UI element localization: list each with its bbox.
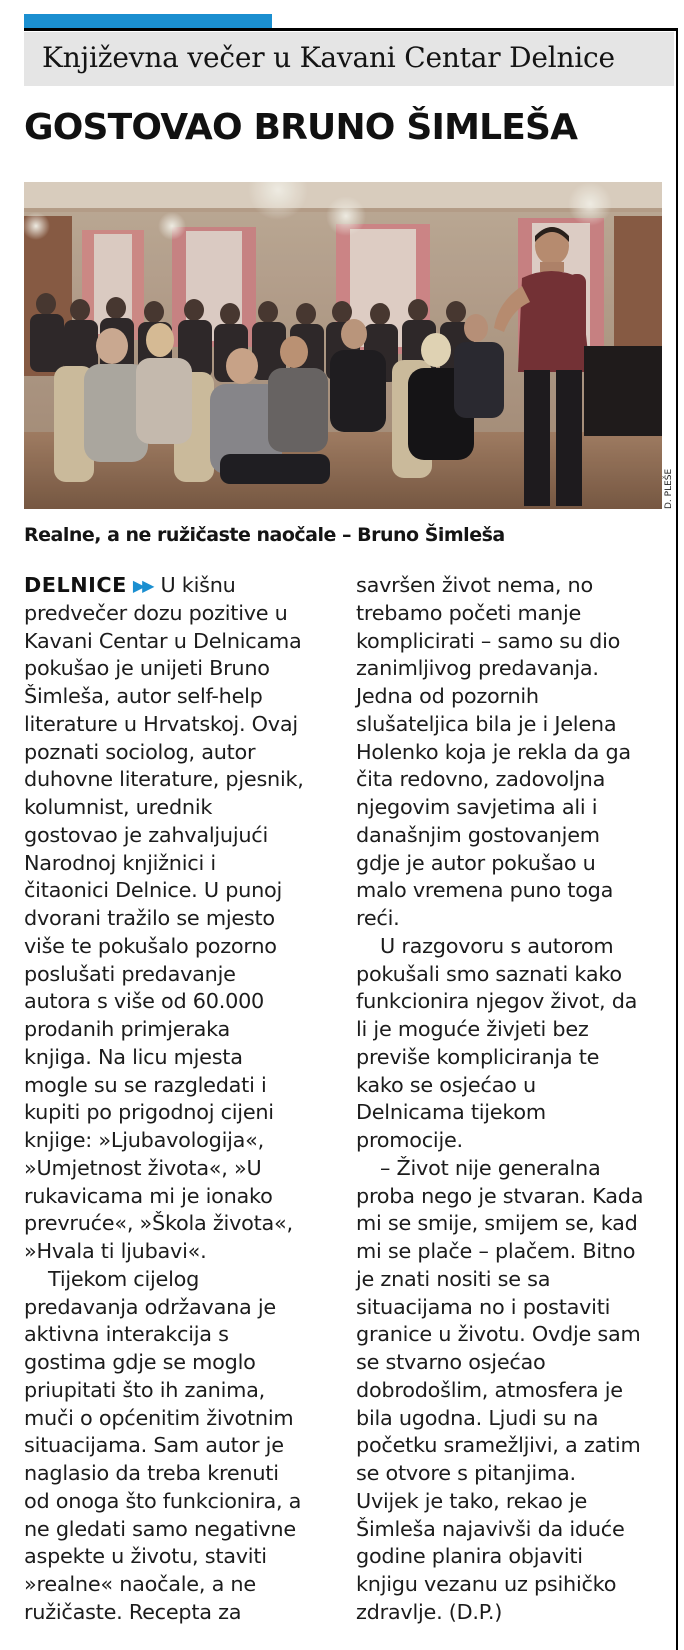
body-line: se otvore s pitanjima.	[356, 1461, 576, 1485]
body-line: Šimleša, autor self-help	[24, 684, 263, 708]
body-line: situacijama. Sam autor je	[24, 1433, 284, 1458]
body-line: knjiga. Na licu mjesta	[24, 1044, 243, 1069]
body-line: današnjim gostovanjem	[356, 822, 600, 847]
body-line: malo vremena puno toga	[356, 878, 614, 903]
body-line: prevruće«, »Škola života«,	[24, 1211, 293, 1236]
photo-caption: Realne, a ne ružičaste naočale – Bruno Šimleša	[24, 524, 505, 546]
body-line: gdje je autor pokušao u	[356, 850, 596, 875]
body-line: mi se plače – plačem. Bitno	[356, 1239, 636, 1263]
body-line: Narodnoj knjižnici i	[24, 850, 216, 875]
body-line: aspekte u životu, staviti	[24, 1544, 267, 1569]
body-line: gostovao je zahvaljujući	[24, 822, 269, 847]
body-line: slušateljica bila je i Jelena	[356, 711, 617, 736]
body-line: poslušati predavanje	[24, 961, 236, 986]
body-line: knjigu vezanu uz psihičko	[356, 1572, 617, 1596]
body-line: čitaonici Delnice. U punoj	[24, 878, 283, 903]
photo-credit: D. PLEŠE	[664, 468, 674, 509]
article-column-right	[356, 572, 671, 1627]
body-line: duhovne literature, pjesnik,	[24, 767, 304, 792]
body-line: aktivna interakcija s	[24, 1322, 229, 1347]
body-line: čita redovno, zadovoljna	[356, 767, 606, 792]
body-line: kako se osjećao u	[356, 1072, 536, 1097]
body-line: – Život nije generalna	[380, 1155, 601, 1180]
body-line: kolumnist, urednik	[24, 795, 213, 819]
column-right-rule	[676, 28, 678, 1650]
article-kicker: Književna večer u Kavani Centar Delnice	[42, 41, 615, 74]
article-column-left	[24, 572, 339, 1627]
body-line: »Umjetnost života«, »U	[24, 1155, 262, 1180]
section-top-rule	[24, 28, 678, 31]
body-line: predvečer dozu pozitive u	[24, 600, 288, 625]
body-line: proba nego je stvaran. Kada	[356, 1183, 644, 1208]
body-line: rukavicama mi je ionako	[24, 1183, 273, 1208]
body-line: pokušao je unijeti Bruno	[24, 656, 270, 681]
body-line: previše kompliciranja te	[356, 1044, 600, 1069]
body-line: zanimljivog predavanja.	[356, 656, 599, 681]
body-line: reći.	[356, 906, 400, 930]
body-line: je znati nositi se sa	[356, 1266, 551, 1291]
body-line: trebamo početi manje	[356, 600, 582, 625]
body-line: promocije.	[356, 1128, 463, 1152]
dateline: DELNICE	[24, 573, 127, 597]
body-line: njegovim savjetima ali i	[356, 795, 598, 819]
body-line: U razgovoru s autorom	[380, 933, 614, 958]
body-line: »realne« naočale, a ne	[24, 1572, 256, 1596]
body-line: Delnicama tijekom	[356, 1100, 546, 1125]
article-photo	[24, 182, 662, 509]
body-line: dvorani tražilo se mjesto	[24, 906, 275, 930]
body-line: godine planira objaviti	[356, 1544, 583, 1569]
double-arrow-icon: ▶▶	[132, 576, 152, 595]
body-line: pokušali smo saznati kako	[356, 961, 622, 986]
body-line: knjige: »Ljubavologija«,	[24, 1128, 264, 1152]
article-headline: GOSTOVAO BRUNO ŠIMLEŠA	[24, 107, 578, 148]
body-line: funkcionira njegov život, da	[356, 989, 638, 1014]
body-line: »Hvala ti ljubavi«.	[24, 1239, 207, 1263]
body-line: situacijama no i postaviti	[356, 1294, 611, 1319]
body-line: priupitati što ih zanima,	[24, 1377, 266, 1402]
body-line: Holenko koja je rekla da ga	[356, 739, 631, 764]
body-line: od onoga što funkcionira, a	[24, 1488, 302, 1513]
body-line: kupiti po prigodnoj cijeni	[24, 1100, 274, 1125]
body-line: predavanja održavana je	[24, 1294, 276, 1319]
body-line: autora s više od 60.000	[24, 989, 265, 1014]
body-line: li je moguće živjeti bez	[356, 1017, 589, 1041]
body-line: mi se smije, smijem se, kad	[356, 1211, 638, 1236]
body-line: zdravlje. (D.P.)	[356, 1599, 503, 1624]
body-line: Kavani Centar u Delnicama	[24, 628, 302, 653]
body-line: više te pokušalo pozorno	[24, 933, 277, 958]
body-line: savršen život nema, no	[356, 573, 593, 597]
body-line: komplicirati – samo su dio	[356, 628, 621, 653]
section-accent-bar	[24, 14, 272, 28]
body-line: Šimleša najavivši da iduće	[356, 1516, 625, 1541]
body-line: Uvijek je tako, rekao je	[356, 1488, 588, 1513]
body-line: granice u životu. Ovdje sam	[356, 1322, 641, 1347]
body-line: literature u Hrvatskoj. Ovaj	[24, 711, 298, 736]
body-line: DELNICE ▶▶ U kišnu	[24, 573, 236, 597]
body-line: mogle su se razgledati i	[24, 1072, 267, 1097]
body-line: gostima gdje se moglo	[24, 1350, 256, 1374]
body-line: naglasio da treba krenuti	[24, 1461, 279, 1485]
body-line: Jedna od pozornih	[356, 684, 539, 708]
body-line: muči o općenitim životnim	[24, 1405, 294, 1430]
body-line: ne gledati samo negativne	[24, 1516, 296, 1541]
body-line: poznati sociolog, autor	[24, 739, 256, 764]
body-line: početku sramežljivi, a zatim	[356, 1433, 641, 1458]
body-line: dobrodošlim, atmosfera je	[356, 1377, 623, 1402]
body-line: se stvarno osjećao	[356, 1350, 546, 1374]
body-line: ružičaste. Recepta za	[24, 1599, 242, 1624]
body-line: prodanih primjeraka	[24, 1017, 231, 1041]
body-line: bila ugodna. Ljudi su na	[356, 1405, 599, 1430]
body-line: Tijekom cijelog	[48, 1266, 200, 1291]
